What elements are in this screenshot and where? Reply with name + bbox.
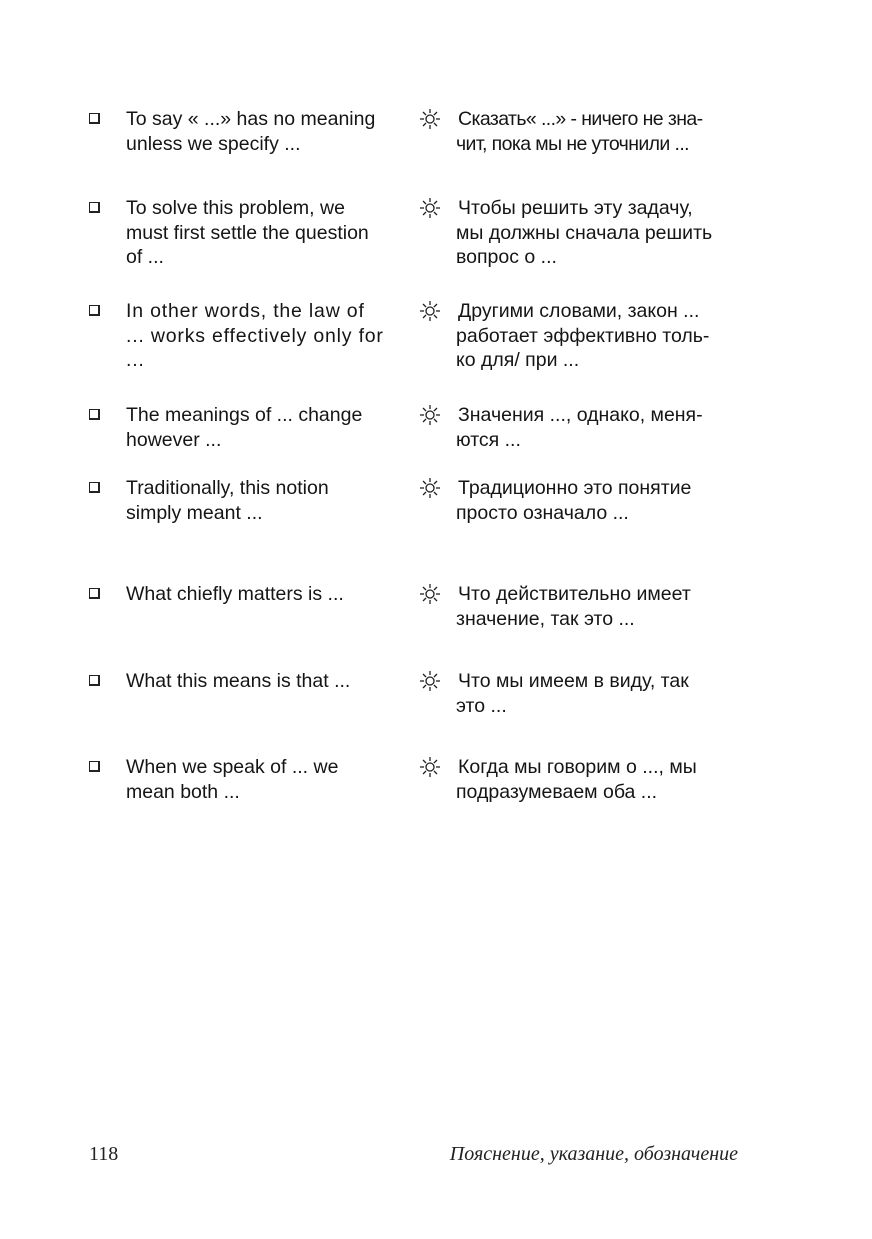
section-title: Пояснение, указание, обозначение xyxy=(449,1143,738,1165)
english-line: simply meant ... xyxy=(126,501,263,524)
english-phrase xyxy=(126,403,411,452)
russian-line: Чтобы решить эту задачу, xyxy=(458,197,693,219)
russian-line: это ... xyxy=(456,694,507,717)
russian-line: Сказать« ...» - ничего не зна- xyxy=(458,108,703,130)
english-line: however ... xyxy=(126,428,222,451)
checkbox-square-icon xyxy=(89,202,100,213)
checkbox-square-icon xyxy=(89,588,100,599)
english-line: ... works effectively only for xyxy=(126,324,384,347)
sun-icon xyxy=(418,196,442,220)
english-line: What this means is that ... xyxy=(126,670,351,692)
checkbox-square-icon xyxy=(89,305,100,316)
english-line: mean both ... xyxy=(126,780,240,803)
english-line: Traditionally, this notion xyxy=(126,477,329,499)
russian-phrase xyxy=(456,669,756,718)
checkbox-square-icon xyxy=(89,482,100,493)
russian-line: ко для/ при ... xyxy=(456,349,580,371)
russian-phrase xyxy=(456,476,756,525)
russian-line: Другими словами, закон ... xyxy=(458,300,700,322)
english-phrase xyxy=(126,755,411,804)
russian-line: Что действительно имеет xyxy=(458,583,691,605)
russian-line: Традиционно это понятие xyxy=(458,477,692,499)
english-line: To say « ...» has no meaning xyxy=(126,108,376,130)
russian-line: Что мы имеем в виду, так xyxy=(458,670,689,692)
russian-phrase xyxy=(456,107,756,156)
sun-icon xyxy=(418,476,442,500)
russian-line: ются ... xyxy=(456,428,521,451)
english-line: The meanings of ... change xyxy=(126,404,363,426)
english-line: What chiefly matters is ... xyxy=(126,583,344,605)
sun-icon xyxy=(418,403,442,427)
checkbox-square-icon xyxy=(89,409,100,420)
sun-icon xyxy=(418,669,442,693)
russian-line: Когда мы говорим о ..., мы xyxy=(458,756,697,778)
sun-icon xyxy=(418,299,442,323)
checkbox-square-icon xyxy=(89,675,100,686)
russian-phrase xyxy=(456,299,756,373)
checkbox-square-icon xyxy=(89,113,100,124)
english-line: must first settle the question xyxy=(126,221,369,244)
english-phrase xyxy=(126,107,411,156)
russian-phrase xyxy=(456,582,756,631)
sun-icon xyxy=(418,755,442,779)
russian-line: мы должны сначала решить xyxy=(456,221,713,244)
english-phrase xyxy=(126,196,411,270)
russian-line: подразумеваем оба ... xyxy=(456,780,658,803)
checkbox-square-icon xyxy=(89,761,100,772)
english-phrase xyxy=(126,669,411,694)
english-line: of ... xyxy=(126,246,164,268)
english-phrase xyxy=(126,582,411,607)
russian-phrase xyxy=(456,403,756,452)
russian-line: вопрос о ... xyxy=(456,246,557,268)
english-line: In other words, the law of xyxy=(126,300,365,322)
russian-line: чит, пока мы не уточнили ... xyxy=(456,132,689,155)
page-number: 118 xyxy=(89,1143,119,1165)
russian-line: Значения ..., однако, меня- xyxy=(458,404,703,426)
russian-line: работает эффективно толь- xyxy=(456,324,710,347)
russian-phrase xyxy=(456,755,756,804)
english-phrase xyxy=(126,299,411,373)
english-phrase xyxy=(126,476,411,525)
russian-line: просто означало ... xyxy=(456,501,629,524)
sun-icon xyxy=(418,107,442,131)
english-line: When we speak of ... we xyxy=(126,756,339,778)
russian-line: значение, так это ... xyxy=(456,607,635,630)
english-line: To solve this problem, we xyxy=(126,197,345,219)
english-line: ... xyxy=(126,349,145,371)
english-line: unless we specify ... xyxy=(126,132,301,155)
sun-icon xyxy=(418,582,442,606)
russian-phrase xyxy=(456,196,756,270)
